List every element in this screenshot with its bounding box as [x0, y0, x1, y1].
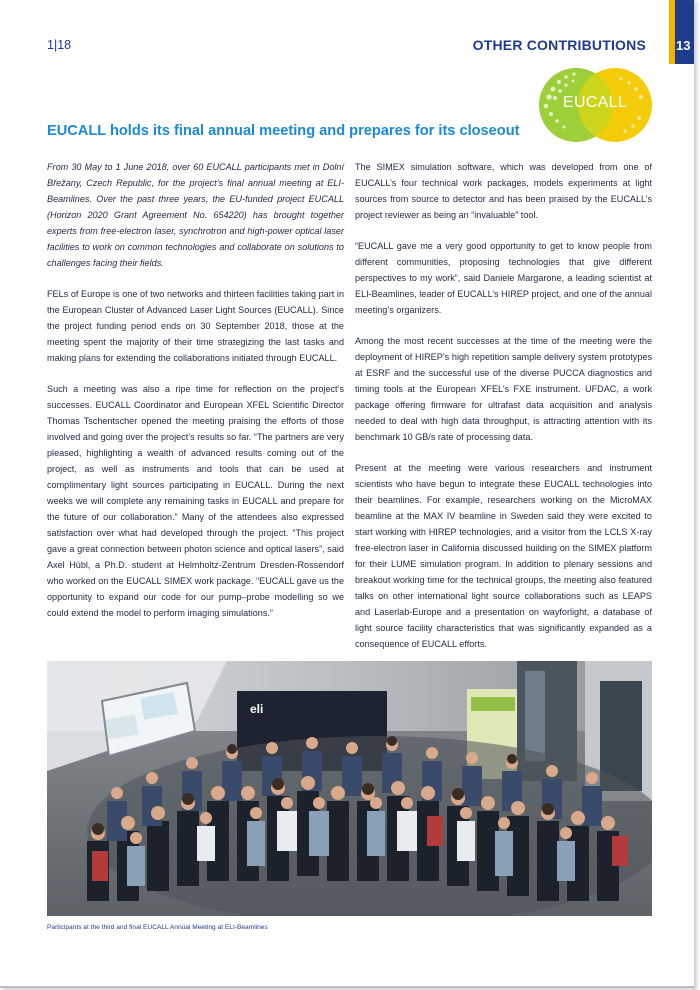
page-number: 13	[676, 38, 691, 53]
issue-number: 1|18	[47, 38, 72, 52]
group-photo-illustration	[47, 661, 652, 916]
article-paragraph: The SIMEX simulation software, which was developed from one of EUCALL’s four technical work packages, models experiments at light sources from source to detector and has been praised by the EUCALL’s project reviewer as being an “invaluable” tool.	[355, 162, 652, 220]
page-tab-accent	[669, 0, 675, 64]
article-paragraph: FELs of Europe is one of two networks and thirteen facilities taking part in the European Cluster of Advanced Laser Light Sources (EUCALL). Since the project funding period ends on 30 September 2018, those at the meeting spent the majority of their time strategizing the last tasks and making plans for extending the collaborations initiated through EUCALL.	[47, 289, 344, 363]
article-paragraph: “EUCALL gave me a very good opportunity to get to know people from different communities, proposing technologies that give different perspectives to my work”, said Daniele Margarone, a leading scientist at ELI-Beamlines, leader of EUCALL’s HIREP project, and one of the annual meeting’s organizers.	[355, 241, 652, 315]
photo-screen-text: eli	[250, 702, 264, 716]
article-lead-paragraph: From 30 May to 1 June 2018, over 60 EUCALL participants met in Dolní Břežany, Czech Republic, for the project’s final annual meeting at ELI-Beamlines. Over the past three years, the EU-funded project EUCALL (Horizon 2020 Grant Agreement No. 654220) has brought together experts from free-electron laser, synchrotron and high-power optical laser facilities to work on common technologies and collaborate on solutions to challenges facing their fields.	[47, 162, 344, 268]
article-right-column	[355, 159, 652, 667]
group-photo	[47, 661, 652, 916]
photo-caption: Participants at the third and final EUCALL Annual Meeting at ELI-Beamlines	[47, 924, 268, 931]
article-paragraph: Present at the meeting were various researchers and instrument scientists who have begun to integrate these EUCALL technologies into their beamlines. For example, researchers working on the MicroMAX beamline at the MAX IV beamline in Sweden said they were excited to start working with HIREP technologies, and a visitor from the LCLS X-ray free-electron laser in California discussed building on the SIMEX platform for their LUME simulation program. In addition to plenary sessions and breakout working time for the technical groups, the meeting also featured talks on other international light source collaborations such as LEAPS and Laserlab-Europe and a presentation on wayforlight, a database of light source facility characteristics that was significantly expanded as a consequence of EUCALL efforts.	[355, 463, 652, 649]
article-headline: EUCALL holds its final annual meeting and prepares for its closeout	[47, 123, 520, 139]
logo-wordmark: EUCALL	[562, 94, 628, 111]
article-paragraph: Such a meeting was also a ripe time for reflection on the project’s successes. EUCALL Coordinator and European XFEL Scientific Director Thomas Tschentscher opened the meeting praising the efforts of those involved and going over the project’s results so far. “The partners are very pleased, highlighting a wealth of advanced results coming out of the project, as well as instruments and tools that can be used at complimentary light sources participating in EUCALL. During the next weeks we will complete any remaining tasks in EUCALL and prepare for the future of our collaboration.” Many of the attendees also expressed satisfaction over what had developed through the project. “This project gave a great connection between photon science and optical lasers”, said Axel Hübl, a Ph.D. student at Helmholtz-Zentrum Dresden-Rossendorf who worked on the EUCALL SIMEX work package. “EUCALL gave us the opportunity to expand our code for our pump–probe modelling so we could extend the model to perform imaging simulations.”	[47, 384, 344, 618]
section-title: OTHER CONTRIBUTIONS	[472, 37, 646, 53]
eucall-logo	[537, 67, 653, 143]
article-paragraph: Among the most recent successes at the time of the meeting were the deployment of HIREP’s high repetition sample delivery system prototypes at ESRF and the successful use of the diverse PUCCA diagnostics and timing tools at the European XFEL’s FXE instrument. UFDAC, a work package offering firmware for ultrafast data acquisition and analysis needed to deal with high data throughput, is attracting attention with its benchmark 10 GB/s rate of processing data.	[355, 336, 652, 442]
article-left-column	[47, 159, 344, 636]
